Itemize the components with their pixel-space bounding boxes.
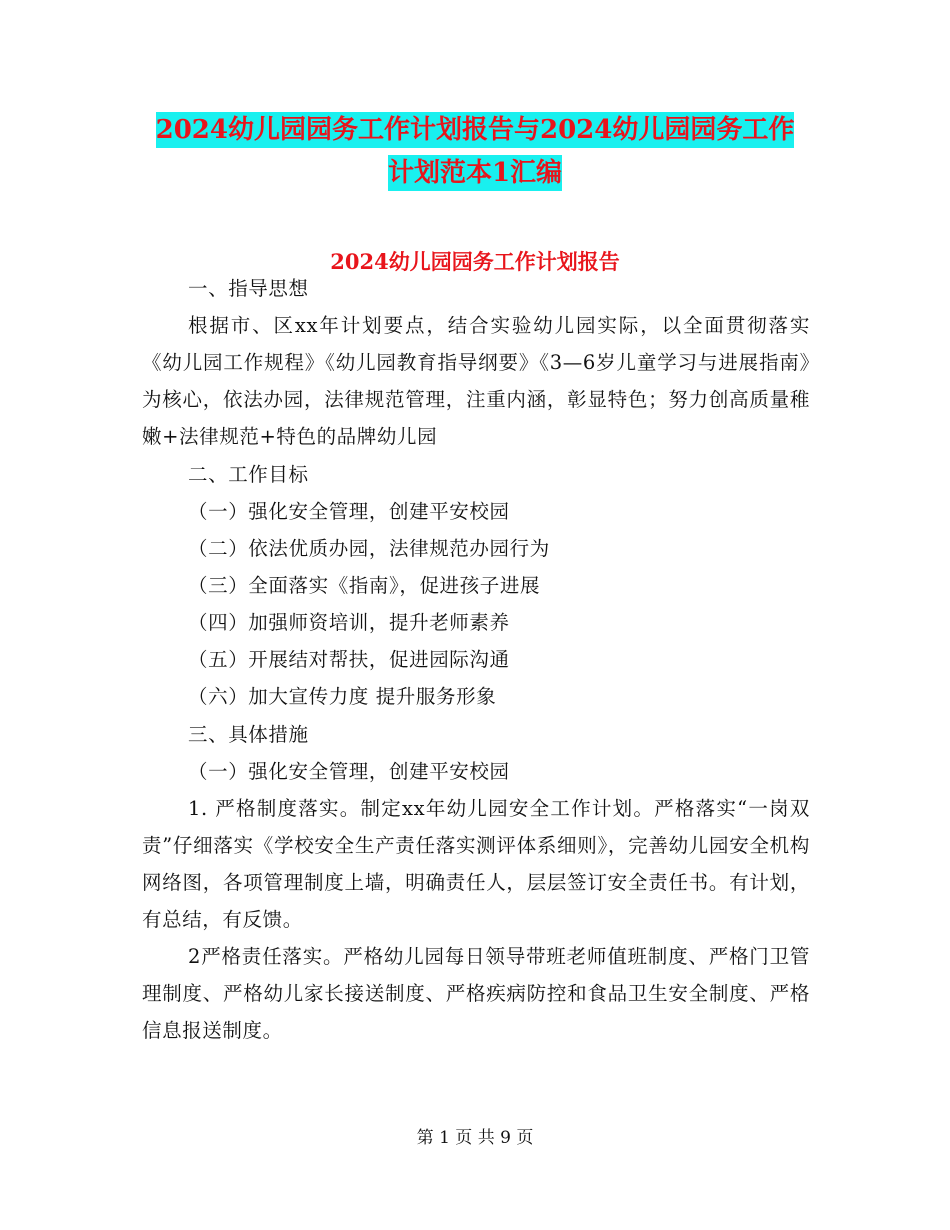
goal-item-1: （一）强化安全管理，创建平安校园 <box>188 500 510 523</box>
heading-specific-measures: 三、具体措施 <box>188 723 309 746</box>
document-title-line-1: 2024幼儿园园务工作计划报告与2024幼儿园园务工作 <box>0 114 950 146</box>
paragraph-strict-responsibility: 2严格责任落实。严格幼儿园每日领导带班老师值班制度、严格门卫管理制度、严格幼儿家长接送制度、严格疾病防控和食品卫生安全制度、严格信息报送制度。 <box>142 945 810 1042</box>
section-title: 2024幼儿园园务工作计划报告 <box>330 249 620 274</box>
goal-item-2: （二）依法优质办园，法律规范办园行为 <box>188 537 550 560</box>
measure-subheading-1: （一）强化安全管理，创建平安校园 <box>188 760 510 783</box>
goal-item-5: （五）开展结对帮扶，促进园际沟通 <box>188 648 510 671</box>
goal-item-3: （三）全面落实《指南》，促进孩子进展 <box>188 574 541 597</box>
document-title-line-2: 计划范本1汇编 <box>0 157 950 189</box>
heading-work-goals: 二、工作目标 <box>188 463 309 486</box>
page-footer: 第 1 页 共 9 页 <box>416 1128 534 1148</box>
paragraph-strict-system: 1. 严格制度落实。制定xx年幼儿园安全工作计划。严格落实“一岗双责”仔细落实《学校安全生产责任落实测评体系细则》，完善幼儿园安全机构网络图，各项管理制度上墙，明确责任人，层层签订安全责任书。有计划，有总结，有反馈。 <box>142 797 810 931</box>
goal-item-4: （四）加强师资培训，提升老师素养 <box>188 611 510 634</box>
heading-guiding-ideology: 一、指导思想 <box>188 277 309 300</box>
goal-item-6: （六）加大宣传力度 提升服务形象 <box>188 685 497 708</box>
paragraph-guiding-ideology: 根据市、区xx年计划要点，结合实验幼儿园实际，以全面贯彻落实《幼儿园工作规程》《幼儿园教育指导纲要》《3—6岁儿童学习与进展指南》为核心，依法办园，法律规范管理，注重内涵，彰显特色；努力创高质量稚嫩+法律规范+特色的品牌幼儿园 <box>142 314 810 448</box>
